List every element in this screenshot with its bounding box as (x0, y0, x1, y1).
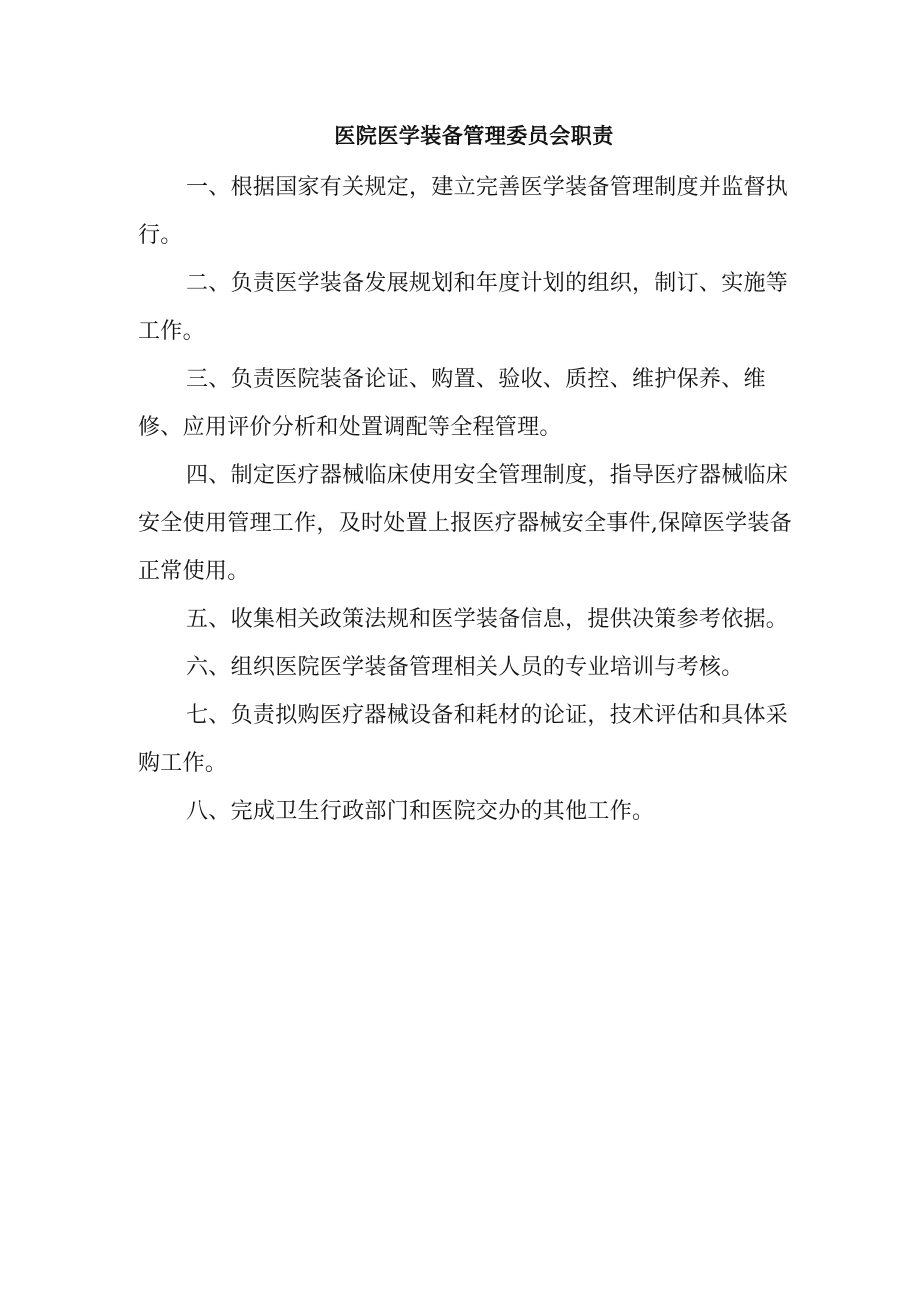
document-title: 医院医学装备管理委员会职责 (334, 123, 614, 148)
duty-item-1: 一、根据国家有关规定，建立完善医学装备管理制度并监督执行。 (138, 175, 789, 248)
duty-item-3: 三、负责医院装备论证、购置、验收、质控、维护保养、维修、应用评价分析和处置调配等全程管理。 (138, 367, 766, 440)
duty-item-8: 八、完成卫生行政部门和医院交办的其他工作。 (186, 799, 655, 824)
document-page (138, 112, 810, 836)
duty-item-7: 七、负责拟购医疗器械设备和耗材的论证，技术评估和具体采购工作。 (138, 703, 789, 776)
duties-list (138, 164, 810, 836)
duty-item-5: 五、收集相关政策法规和医学装备信息，提供决策参考依据。 (186, 607, 789, 632)
duty-item-4: 四、制定医疗器械临床使用安全管理制度，指导医疗器械临床安全使用管理工作，及时处置上报医疗器械安全事件,保障医学装备正常使用。 (138, 463, 792, 584)
duty-item-2: 二、负责医学装备发展规划和年度计划的组织，制订、实施等工作。 (138, 271, 789, 344)
duty-item-6: 六、组织医院医学装备管理相关人员的专业培训与考核。 (186, 655, 744, 680)
